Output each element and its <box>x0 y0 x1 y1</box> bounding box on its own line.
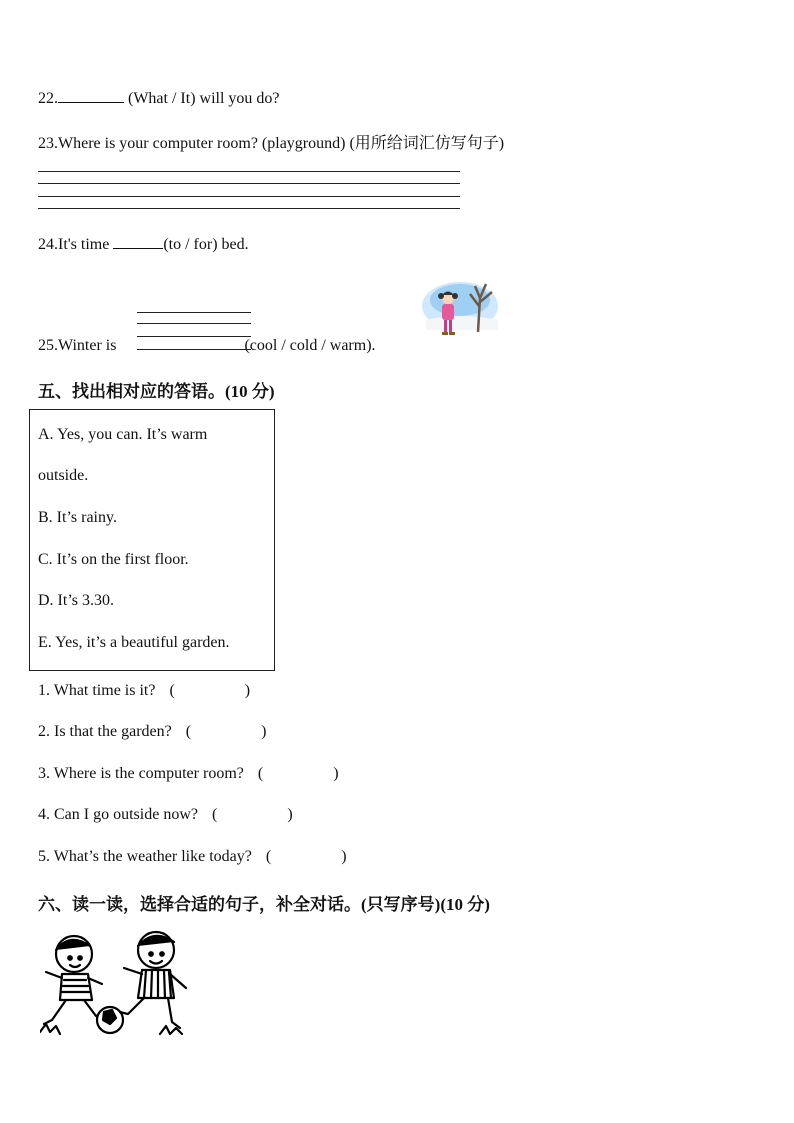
match-question-3 <box>38 765 339 783</box>
answer-option-a: A. Yes, you can. It’s warm <box>38 426 208 443</box>
question-number: 23. <box>38 135 58 152</box>
section-5-title: 五、找出相对应的答语。(10 分) <box>38 382 275 401</box>
answer-option-c: C. It’s on the first floor. <box>38 551 189 568</box>
answer-option-e: E. Yes, it’s a beautiful garden. <box>38 634 230 651</box>
paren-close: ) <box>287 806 293 823</box>
match-question-text: 2. Is that the garden? <box>38 723 172 740</box>
paren-open: ( <box>185 723 192 740</box>
answer-option-a-continued: outside. <box>38 467 89 484</box>
question-text: Winter is <box>58 337 121 354</box>
question-22 <box>38 88 280 108</box>
question-text: It's time <box>58 236 114 253</box>
winter-girl-illustration <box>420 276 502 342</box>
paren-open: ( <box>211 806 218 823</box>
match-question-5 <box>38 848 347 866</box>
writing-line[interactable] <box>38 183 460 184</box>
answer-blank[interactable] <box>58 88 124 103</box>
match-question-2 <box>38 723 266 741</box>
section-6-title: 六、读一读，选择合适的句子，补全对话。(只写序号)(10 分) <box>38 895 490 914</box>
question-24 <box>38 234 249 254</box>
paren-open: ( <box>265 848 272 865</box>
writing-line[interactable] <box>38 196 460 197</box>
paren-open: ( <box>169 682 175 699</box>
paren-close: ) <box>261 723 267 740</box>
answer-option-b: B. It’s rainy. <box>38 509 117 526</box>
question-25 <box>38 337 376 355</box>
paren-close: ) <box>244 682 251 699</box>
boys-soccer-illustration <box>40 928 192 1038</box>
question-23 <box>38 130 504 153</box>
match-question-text: 3. Where is the computer room? <box>38 765 244 782</box>
match-question-1 <box>38 682 250 700</box>
question-number: 25. <box>38 337 58 354</box>
question-options: (to / for) bed. <box>163 236 249 253</box>
writing-line[interactable] <box>38 171 460 172</box>
paren-close: ) <box>333 765 339 782</box>
answer-option-d: D. It’s 3.30. <box>38 592 114 609</box>
writing-line[interactable] <box>137 312 251 313</box>
paren-close: ) <box>341 848 347 865</box>
match-question-text: 5. What’s the weather like today? <box>38 848 252 865</box>
match-question-4 <box>38 806 293 824</box>
question-options: (cool / cold / warm). <box>240 337 376 354</box>
answer-blank[interactable] <box>113 234 163 249</box>
paren-open: ( <box>257 765 264 782</box>
question-number: 24. <box>38 236 58 253</box>
writing-line[interactable] <box>137 323 251 324</box>
match-question-text: 1. What time is it? <box>38 682 156 699</box>
question-number: 22. <box>38 90 58 107</box>
match-question-text: 4. Can I go outside now? <box>38 806 198 823</box>
answer-options-box <box>29 409 275 671</box>
question-text: (What / It) will you do? <box>124 90 280 107</box>
writing-line[interactable] <box>38 208 460 209</box>
question-text: Where is your computer room? (playground) (用所给词汇仿写句子) <box>58 135 505 152</box>
